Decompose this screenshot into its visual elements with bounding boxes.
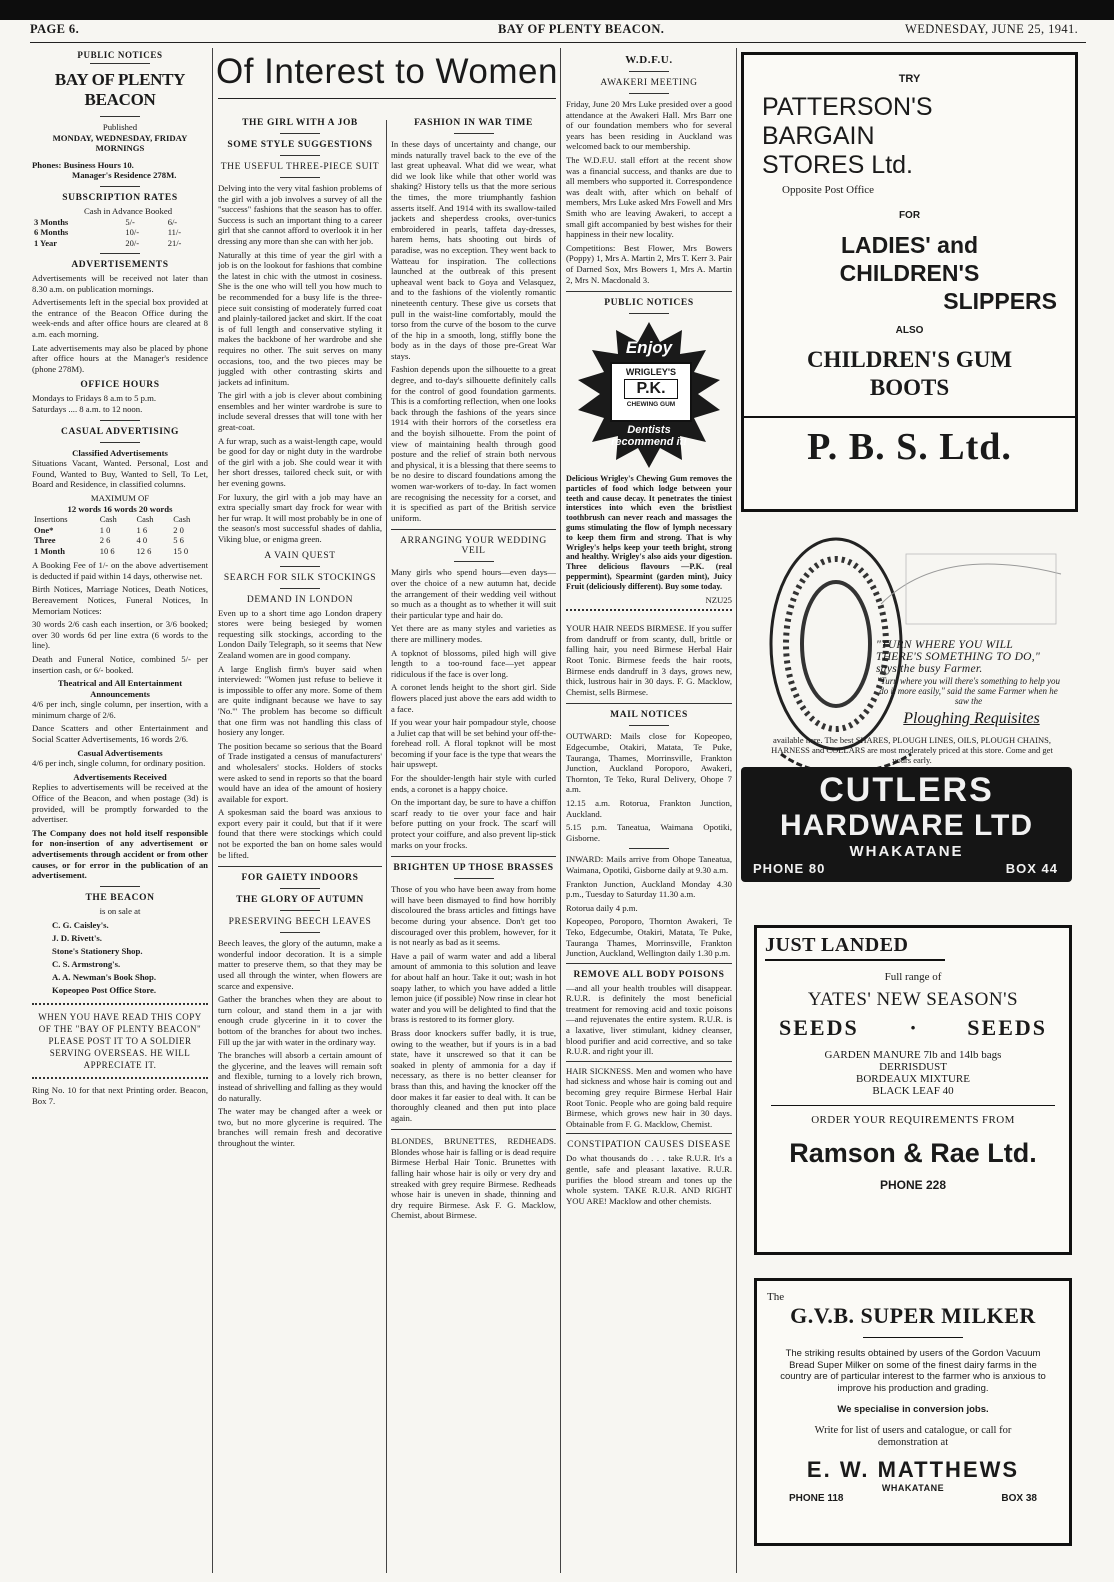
- divider: [744, 416, 1075, 418]
- on-sale-label: is on sale at: [99, 905, 141, 916]
- paragraph: Those of you who have been away from home will have been dismayed to find how horribly discoloured the brass articles and fittings have become during your absence. Don't get too discouraged over this problem, however, for it is not nearly as bad as it seems.: [391, 884, 556, 948]
- divider: [391, 1129, 556, 1130]
- column-rule: [736, 48, 737, 1573]
- range-label: Full range of: [884, 971, 942, 983]
- ramson-rae-ad: [754, 925, 1072, 1255]
- paragraph: A spokesman said the board was anxious to export every pair it could, but that if it were found that there were stockings which could not be exported the ban on home sales would be lifted.: [218, 807, 382, 860]
- yates-line: YATES' NEW SEASON'S: [807, 989, 1019, 1010]
- paragraph: Competitions: Best Flower, Mrs Bowers (Poppy) 1, Mrs A. Martin 2, Mrs T. Kerr 3. Pair of Darned Sox, Mrs Bowers 1, Mrs A. Martin 2, Mrs N. Macdonald 3.: [566, 242, 732, 285]
- cutlers-town: WHAKATANE: [849, 843, 964, 860]
- divider: [32, 1003, 208, 1005]
- ad-try: TRY: [898, 73, 921, 85]
- article-heading: BRIGHTEN UP THOSE BRASSES: [393, 863, 554, 874]
- divider: [454, 133, 494, 134]
- gvb-phone: PHONE 118: [789, 1493, 844, 1504]
- section-heading: THE BEACON: [85, 892, 155, 903]
- paragraph: 4/6 per inch, single column, for ordinary position.: [32, 758, 206, 769]
- divider: [566, 703, 732, 704]
- paragraph: INWARD: Mails arrive from Ohope Taneatua, Waimana, Opotiki, Gisborne daily at 9.30 a.m.: [566, 854, 732, 875]
- paragraph: Birth Notices, Marriage Notices, Death Notices, Bereavement Notices, Funeral Notices, In Memoriam Notices:: [32, 584, 208, 616]
- store-name-2: BARGAIN: [762, 122, 875, 150]
- store-name-3: STORES Ltd.: [762, 151, 913, 179]
- divider: [100, 116, 140, 117]
- section-heading: W.D.F.U.: [625, 54, 673, 66]
- subheading: MAXIMUM OF: [90, 492, 150, 503]
- pbs-logo: P. B. S. Ltd.: [807, 426, 1012, 468]
- column-wdfu: [566, 48, 732, 1576]
- store-name-1: PATTERSON'S: [762, 93, 933, 121]
- subscription-columns: Cash in Advance Booked: [84, 205, 173, 216]
- list-item: J. D. Rivett's.: [52, 933, 102, 944]
- paragraph: Many girls who spend hours—even days—over the choice of a new autumn hat, decide the arrangement of their wedding veil without so much as a thought as to whether it will suit their particular type and hair do.: [391, 567, 556, 620]
- paragraph: Even up to a short time ago London drapery stores were being besieged by women requesting silk stockings, according to the London Daily Telegraph, so it seems that New Zealand women are in good company.: [218, 607, 382, 660]
- gum-boots-line-2: BOOTS: [869, 375, 950, 400]
- women-section-header: [214, 50, 560, 120]
- cutlers-ad: [741, 524, 1072, 914]
- article-heading: REMOVE ALL BODY POISONS: [573, 969, 725, 980]
- article-heading: ARRANGING YOUR WEDDING VEIL: [400, 536, 547, 557]
- cutlers-brand-2: HARDWARE LTD: [779, 809, 1034, 842]
- paragraph: Have a pail of warm water and add a liberal amount of ammonia to this solution and leave for about half an hour. Take it out; wash in hot soapy lather, to which you have added a little lemon juice (if possible) Now rinse in clear hot water and you will be delighted to find that the brass is restored to its former glory.: [391, 950, 556, 1025]
- paragraph: Delving into the very vital fashion problems of the girl with a job involves a survey of all the "success" fashions that the season has to offer. Success is such an important thing to a career girl that she cannot afford to overlook it in her dressing any more than she can with her job.: [218, 183, 382, 246]
- paragraph: Late advertisements may also be placed by phone after office hours at the Manager's residence (phone 278M).: [32, 342, 208, 374]
- table-row: 1 Month 10 6 12 6 15 0: [34, 545, 189, 556]
- paragraph: Dance Scatters and other Entertainment and Social Scatter Advertisements, 16 words 2/6.: [32, 723, 208, 745]
- gvb-write: Write for list of users and catalogue, or call for demonstration at: [814, 1425, 1012, 1448]
- table-row: Insertions Cash Cash Cash: [34, 514, 191, 525]
- divider: [100, 886, 140, 887]
- wrigley-dentists: Dentists recommend it!: [611, 424, 687, 449]
- page-top-bar: [0, 0, 1114, 20]
- paragraph: A topknot of blossoms, piled high will give length to a too-round face—yet appear ridiculous if the face is over long.: [391, 647, 556, 679]
- divider: [629, 725, 669, 726]
- word-counts: 12 words 16 words 20 words: [67, 503, 173, 514]
- paragraph: A Booking Fee of 1/- on the above advertisement is deducted if paid within 14 days, otherwise net.: [32, 560, 208, 581]
- gvb-copy: The striking results obtained by users of the Gordon Vacuum Bread Super Milker on some of the finest dairy farms in the country are of particular interest to the farmer who is anxious to improve his production and grading.: [780, 1348, 1046, 1394]
- gvb-specialise: We specialise in conversion jobs.: [837, 1404, 989, 1415]
- header-rule: [30, 42, 1086, 43]
- phones-business: Phones: Business Hours 10.: [32, 159, 134, 170]
- column-rule: [560, 48, 561, 1573]
- wrigley-code: NZU25: [705, 594, 732, 605]
- product-line: BORDEAUX MIXTURE: [856, 1073, 970, 1085]
- paragraph: The W.D.F.U. stall effort at the recent show was a financial success, and thanks are due to all members who supported it. Correspondence was dealt with, after which on behalf of members, Mrs Luke asked Mrs Fowell and Mrs Smith who are leaving Awakeri, to accept a small gift accompanied by best wishes for their happiness in their new locality.: [566, 154, 732, 240]
- section-heading: MAIL NOTICES: [610, 710, 688, 721]
- divider: [771, 1105, 1055, 1106]
- patterson-ad: [741, 52, 1078, 512]
- ad-for: FOR: [898, 210, 921, 221]
- publishing-days: MONDAY, WEDNESDAY, FRIDAY: [52, 132, 188, 143]
- plough-copy: available here. The best SHARES, PLOUGH LINES, OILS, PLOUGH CHAINS, HARNESS and COLLARS are most moderately priced at this store. Come and get yours early.: [771, 735, 1053, 765]
- paragraph: In these days of uncertainty and change, our minds naturally travel back to the eve of the last great upheaval. What did we wear, what did we look like while that other world was shaking? History tells us that the more serious the times, the more triumphantly fashion asserts itself. And 1914 with its swallow-tailed jackets and sheperdess crooks, over-tunics embroidered in pearls, taffeta day-dresses, harem hems, hats shooting out birds of paradise, was no exception. They went back to Watteau for inspiration. The collections launched at the outbreak of this present upheaval went back to Goya and Velasquez, and to the fashions of the violently romantic nineteenth century. These give us corsets that pull in the waist-line comfortably, mould the torso from the curve of the bosom to the curve of the hip in a smooth, long, stiffly bone the body as in the days of those pre-Great War stays.: [391, 139, 556, 361]
- paragraph: For luxury, the girl with a job may have an extra specially smart day frock for wear with her fur wrap. It will most probably be in one of the season's most successful shades of dahlia, Viking blue, or enigma green.: [218, 491, 382, 544]
- gvb-dealer-town: WHAKATANE: [881, 1483, 945, 1493]
- article-heading: CONSTIPATION CAUSES DISEASE: [567, 1140, 731, 1151]
- wrigley-copy: Delicious Wrigley's Chewing Gum removes the particles of food which lodge between your teeth and cause decay. It penetrates the tiniest interstices into which even the bristliest toothbrush can never reach and massages the gums stimulating the flow of lymph necessary to keep them firm and strong. That is why Wrigley's helps keep your teeth bright, strong and healthy. Wrigley's also aids your digestion. Three delicious flavours —P.K. (real peppermint), Spearmint (garden mint), Juicy Fruit (deliciously different). Buy some today.: [566, 474, 732, 591]
- table-row: 1 Year 20/- 21/-: [34, 237, 182, 248]
- paragraph: 12.15 a.m. Rotorua, Frankton Junction, Auckland.: [566, 797, 732, 819]
- divider: [280, 932, 320, 933]
- paragraph: HAIR SICKNESS. Men and women who have had sickness and whose hair is coming out and becoming grey require Birmese Herbal Hair Root Tonic. People who are going bald require Birmese, which grows new hair in 30 days. Obtainable from F. G. Macklow, Chemist.: [566, 1065, 732, 1129]
- list-item: Stone's Stationery Shop.: [52, 946, 143, 957]
- divider: [629, 848, 669, 849]
- paragraph: The girl with a job is clever about combining ensembles and her winter wardrobe is sure to include several dresses that will tone with her great-coat.: [218, 390, 382, 433]
- table-row: Three 2 6 4 0 5 6: [34, 535, 184, 546]
- paragraph: Do what thousands do . . . take R.U.R. It's a gentle, safe and pleasant laxative. R.U.R. purifies the blood stream and tones up the whole system. TAKE R.U.R. AND RIGHT YOU ARE! Macklow and other chemists.: [566, 1153, 732, 1206]
- cutlers-banner: [741, 767, 1072, 882]
- paragraph: YOUR HAIR NEEDS BIRMESE. If you suffer from dandruff or from scanty, dull, brittle or falling hair, you need Birmese Herbal Hair Root Tonic. Birmese feeds the hair roots, Birmese ends dandruff in 3 days, grows new, thick, lustrous hair in 30 days. F. G. Macklow, Chemist, sells Birmese.: [566, 623, 732, 697]
- divider: [280, 588, 320, 589]
- section-heading: OFFICE HOURS: [80, 380, 160, 391]
- gvb-dealer-name: E. W. MATTHEWS: [806, 1457, 1020, 1482]
- childrens-line: CHILDREN'S: [839, 260, 980, 286]
- gum-boots-line-1: CHILDREN'S GUM: [806, 347, 1013, 372]
- paragraph: Yet there are as many styles and varieties as there are millinery modes.: [391, 623, 556, 644]
- issue-date: WEDNESDAY, JUNE 25, 1941.: [905, 22, 1079, 36]
- paragraph: Beech leaves, the glory of the autumn, make a wonderful indoor decoration. It is a simple matter to preserve them, so that they may be used all through the winter, when flowers are scarce and expensive.: [218, 938, 382, 991]
- divider: [100, 186, 140, 187]
- paragraph: Fashion depends upon the silhouette to a great degree, and to-day's silhouette definitely calls for the control of good foundation garments. This is a comforting reflection, when one looks back through the fashions of the years since 1914 with their horrors of the corsetless era and the boyish silhouette. From the point of view of maintaining health through good posture and the relief of strain both nervous and physical, it is a blessing that there seems to be no desire to discard foundations among the women war-workers of to-day. In fact women are recognising the necessity for a corset, and it is specified as part of the British service uniform.: [391, 364, 556, 523]
- divider: [280, 566, 320, 567]
- table-row: 3 Months 5/- 6/-: [34, 216, 178, 227]
- list-item: Kopeopeo Post Office Store.: [52, 985, 157, 996]
- ramson-phone: PHONE 228: [879, 1178, 947, 1192]
- paragraph: A large English firm's buyer said when interviewed: "Women just refuse to believe it is impossible to offer any more. Some of them are quite indignant because we have to say 'No.'" The problem has become so difficult that one firm was not handling this class of hosiery any longer.: [218, 663, 382, 738]
- gum-pack: [610, 362, 692, 422]
- masthead: BAY OF PLENTY BEACON: [54, 70, 186, 109]
- article-subheading: THE USEFUL THREE-PIECE SUIT: [220, 162, 380, 172]
- seller-list: [32, 919, 208, 997]
- divider: [566, 291, 732, 292]
- list-item: C. G. Caisley's.: [52, 920, 109, 931]
- section-heading: PUBLIC NOTICES: [77, 50, 163, 60]
- article-subheading: SOME STYLE SUGGESTIONS: [227, 140, 373, 150]
- paragraph: On the important day, be sure to have a chiffon scarf ready to tie over your face and hair before putting on your frock. The scarf will protect your coiffure, and also prevent lip-stick marks on your frocks.: [391, 797, 556, 850]
- divider: [280, 177, 320, 178]
- section-heading: SUBSCRIPTION RATES: [62, 192, 178, 203]
- seeds-left: SEEDS: [779, 1015, 859, 1040]
- divider: [566, 609, 732, 619]
- product-line: GARDEN MANURE 7lb and 14lb bags: [824, 1049, 1002, 1061]
- article-heading: FOR GAIETY INDOORS: [241, 873, 359, 884]
- wrigley-brand: WRIGLEY'S: [625, 367, 677, 378]
- article-subheading: PRESERVING BEECH LEAVES: [228, 917, 372, 928]
- subheading: Theatrical and All Entertainment Announcements: [57, 678, 183, 699]
- divider: [629, 71, 669, 72]
- wrigley-gum: CHEWING GUM: [626, 401, 676, 409]
- divider: [863, 1337, 963, 1338]
- list-item: A. A. Newman's Book Shop.: [52, 972, 157, 983]
- article-subheading: DEMAND IN LONDON: [246, 594, 354, 605]
- article-subheading: AWAKERI MEETING: [600, 78, 698, 88]
- paragraph: A coronet lends height to the short girl. Side flowers placed just above the ears add width to a face.: [391, 682, 556, 714]
- article-heading: THE GIRL WITH A JOB: [242, 118, 358, 128]
- paragraph: Ring No. 10 for that next Printing order. Beacon, Box 7.: [32, 1085, 208, 1106]
- article-subheading: THE GLORY OF AUTUMN: [236, 895, 364, 906]
- order-line: ORDER YOUR REQUIREMENTS FROM: [811, 1114, 1015, 1126]
- seeds-right: SEEDS: [967, 1015, 1047, 1040]
- paragraph: BLONDES, BRUNETTES, REDHEADS. Blondes whose hair is falling or is dead require Birmese Herbal Hair Tonic. Brunettes with falling hair whose hair is oily or very dry and streaked with grey require Birmese. Redheads whose hair is uneven in shade, thinning and dry require Birmese. Ask F. G. Macklow, Chemist, about Birmese.: [391, 1136, 556, 1221]
- paragraph: Naturally at this time of year the girl with a job is on the lookout for fashions that combine the latest in chic with the utmost in cosiness. She is the one who will tell you how much to be recommended for a busy life is the three-piece suit consisting of moderately furred coat and plainly-tailored jacket and skirt. If the coat is of full length and conservative styling it makes the backbone of her wardrobe and she requires no other. The suit serves on many occasions, too, and the two pieces may be juggled with other contrasting skirts and jackets ad infinitum.: [218, 249, 382, 387]
- article-heading: A VAIN QUEST: [264, 550, 336, 561]
- paragraph: The position became so serious that the Board of Trade instigated a census of manufacturers' and wholesalers' stocks. Holders of stocks were asked to send in reports so that the board would have an idea of the amount of hosiery available for export.: [218, 740, 382, 804]
- soldier-notice: WHEN YOU HAVE READ THIS COPY OF THE "BAY OF PLENTY BEACON" PLEASE POST IT TO A SOLDIER SERVING OVERSEAS. HE WILL APPRECIATE IT.: [38, 1012, 202, 1071]
- divider: [566, 1061, 732, 1062]
- just-landed: JUST LANDED: [765, 934, 909, 956]
- paper-name: BAY OF PLENTY BEACON.: [498, 22, 665, 36]
- ladies-line: LADIES' and: [840, 232, 979, 258]
- divider: [32, 1077, 208, 1079]
- divider: [100, 253, 140, 254]
- paragraph: Brass door knockers suffer badly, it is true, owing to the weather, but if yours is in a bad state, have it unscrewed so that it can be soaked in plenty of ammonia for a day if necessary, as there is no better cleanser for brass than this, and having the knocker off the door makes it far easier to deal with. It can be thoroughly cleaned and then put into place again.: [391, 1027, 556, 1123]
- divider: [100, 420, 140, 421]
- paragraph: OUTWARD: Mails close for Kopeopeo, Edgecumbe, Otakiri, Matata, Te Puke, Tauranga, Thames, Morrinsville, Frankton Junction, Auckland Poroporo, Awakeri, Thornton, Te Teko, Rural Delivery, Ohope 7 a.m.: [566, 731, 732, 795]
- product-line: DERRISDUST: [879, 1061, 947, 1073]
- paragraph: 5.15 p.m. Taneatua, Waimana Opotiki, Gisborne.: [566, 822, 732, 843]
- page-header: [0, 22, 1114, 38]
- divider: [90, 63, 150, 64]
- published-label: Published: [102, 122, 138, 132]
- seeds-row: [757, 1011, 1069, 1041]
- article-subheading: SEARCH FOR SILK STOCKINGS: [223, 572, 377, 583]
- divider: [765, 959, 945, 961]
- slippers-line: SLIPPERS: [943, 288, 1057, 314]
- subheading: Casual Advertisements: [77, 747, 163, 758]
- paragraph: Frankton Junction, Auckland Monday 4.30 p.m., Tuesday to Saturday 11.30 a.m.: [566, 878, 732, 900]
- gvb-the: The: [767, 1291, 785, 1303]
- divider: [454, 561, 494, 562]
- subscription-table: [32, 217, 208, 249]
- divider: [629, 313, 669, 314]
- paragraph: Advertisements will be received not later than 8.30 a.m. on publication mornings.: [32, 273, 208, 294]
- divider: [566, 963, 732, 964]
- gvb-box: BOX 38: [1001, 1493, 1037, 1504]
- divider: [454, 878, 494, 879]
- farmer-quote-2: "Turn where you will there's something to help you do it more easily," said the same Farmer when he saw the: [876, 676, 1061, 706]
- divider: [218, 866, 382, 867]
- paragraph: —and all your health troubles will disappear. R.U.R. is definitely the most beneficial treatment for removing acid and toxic poisons—and rejuvenates the entire system. R.U.R. is a laxative, liver stimulant, kidney cleanser, blood purifier and acid corrective, and so take R.U.R. and right your ill.: [566, 982, 732, 1057]
- store-location: Opposite Post Office: [782, 184, 875, 196]
- gvb-milker-ad: [754, 1278, 1072, 1546]
- list-item: C. S. Armstrong's.: [52, 959, 121, 970]
- column-rule: [386, 120, 387, 1573]
- divider: [629, 93, 669, 94]
- divider: [566, 1133, 732, 1134]
- paragraph: The Company does not hold itself responsible for non-insertion of any advertisement or advertisements through accident or from other causes, or for error in the publication of an advertisement.: [32, 827, 208, 881]
- ramson-name: Ramson & Rae Ltd.: [789, 1138, 1037, 1168]
- wrigley-ad-graphic: [566, 320, 732, 470]
- paragraph: For the shoulder-length hair style with curled ends, a coronet is a happy choice.: [391, 773, 556, 794]
- farmer-quote: "TURN WHERE YOU WILL THERE'S SOMETHING TO DO," says the busy Farmer.: [876, 639, 1041, 675]
- divider: [218, 98, 556, 99]
- cutlers-brand-1: CUTLERS: [819, 771, 994, 809]
- divider: [391, 529, 556, 530]
- paragraph: 4/6 per inch, single column, per insertion, with a minimum charge of 2/6.: [32, 699, 208, 720]
- paragraph: The water may be changed after a week or two, but no more glycerine is required. The branches will remain fresh and decorative throughout the winter.: [218, 1106, 382, 1148]
- page-number: PAGE 6.: [30, 22, 80, 36]
- column-fashion-in-war-time: [391, 112, 556, 1576]
- paragraph: Death and Funeral Notice, combined 5/- per insertion cash, or 6/- booked.: [32, 653, 208, 675]
- paragraph: Advertisements left in the special box provided at the entrance of the Beacon Office during the week-ends and after office hours are cleared at 8 a.m. each morning.: [32, 297, 208, 340]
- subheading: Classified Advertisements: [72, 447, 168, 458]
- cutlers-phone: PHONE 80: [753, 861, 826, 876]
- divider: [280, 155, 320, 156]
- divider: [280, 888, 320, 889]
- ad-also: ALSO: [895, 325, 924, 336]
- paragraph: Situations Vacant, Wanted. Personal, Lost and Found, Wanted to Buy, Wanted to Sell, To Let, Board and Residence, in classified columns.: [32, 458, 208, 490]
- paragraph: Kopeopeo, Poroporo, Thornton Awakeri, Te Teko, Edgecumbe, Otakiri, Matata, Te Puke, Tauranga Thames, Morrinsville, Frankton Junction, Auckland, Wellington daily 1.30 p.m.: [566, 916, 732, 959]
- divider: [391, 856, 556, 857]
- paragraph: A fur wrap, such as a waist-length cape, would be good for day or night duty in the wardrobe of the girl with a job. She could wear it with her short dresses, tailored check suit, or with her evening gowns.: [218, 435, 382, 489]
- divider: [280, 133, 320, 134]
- paragraph: The branches will absorb a certain amount of the glycerine, and the leaves will remain soft and flexible, turning to a lovely rich brown, instead of shrivelling and falling as they would do naturally.: [218, 1050, 382, 1103]
- article-heading: FASHION IN WAR TIME: [414, 118, 533, 128]
- table-row: One* 1 0 1 6 2 0: [34, 524, 184, 535]
- insertion-table: [32, 514, 208, 556]
- phones-residence: Manager's Residence 278M.: [72, 170, 177, 181]
- wrigley-enjoy: Enjoy: [625, 338, 673, 358]
- section-heading: CASUAL ADVERTISING: [61, 426, 179, 437]
- seeds-dot: ·: [909, 1015, 917, 1040]
- product-line: BLACK LEAF 40: [872, 1085, 954, 1097]
- column-public-notices: [32, 48, 208, 1576]
- office-hours-saturday: Saturdays .... 8 a.m. to 12 noon.: [32, 404, 143, 414]
- section-heading: PUBLIC NOTICES: [604, 298, 694, 309]
- table-row: 6 Months 10/- 11/-: [34, 227, 182, 238]
- section-heading: ADVERTISEMENTS: [71, 260, 169, 271]
- column-rule: [212, 48, 213, 1573]
- divider: [100, 442, 140, 443]
- publishing-time: MORNINGS: [95, 143, 145, 154]
- section-title: Of Interest to Women: [216, 52, 558, 91]
- wrigley-pk: P.K.: [624, 379, 678, 399]
- gvb-title: G.V.B. SUPER MILKER: [790, 1303, 1036, 1328]
- paragraph: Rotorua daily 4 p.m.: [566, 902, 638, 913]
- paragraph: Friday, June 20 Mrs Luke presided over a good attendance at the Awakeri Hall. Mrs Barr one of our foundation members who for several years has been residing in Auckland was welcomed back to our membership.: [566, 99, 732, 152]
- divider: [280, 910, 320, 911]
- office-hours-weekdays: Mondays to Fridays 8 a.m to 5 p.m.: [32, 393, 157, 404]
- cutlers-box: BOX 44: [1005, 861, 1058, 876]
- ploughing-requisites: Ploughing Requisites: [903, 710, 1040, 727]
- paragraph: If you wear your hair pompadour style, choose a Juliet cap that will be set behind your off-the-forehead roll. A floral topknot will be most becoming if your face is the type that wears the hair upswept.: [391, 717, 556, 770]
- paragraph: 30 words 2/6 cash each insertion, or 3/6 booked; over 30 words 6d per line extra (6 words to the line).: [32, 619, 208, 651]
- column-girl-with-a-job: [218, 112, 382, 1576]
- paragraph: Gather the branches when they are about to turn colour, and stand them in a jar with enough crude glycerine in it to cover the bottom of the branches for about two inches. Fill up the jar with water in the ordinary way.: [218, 994, 382, 1047]
- subheading: Advertisements Received: [73, 771, 167, 782]
- paragraph: Replies to advertisements will be received at the Office of the Beacon, and when postage (3d) is provided, will be promptly forwarded to the advertiser.: [32, 782, 208, 825]
